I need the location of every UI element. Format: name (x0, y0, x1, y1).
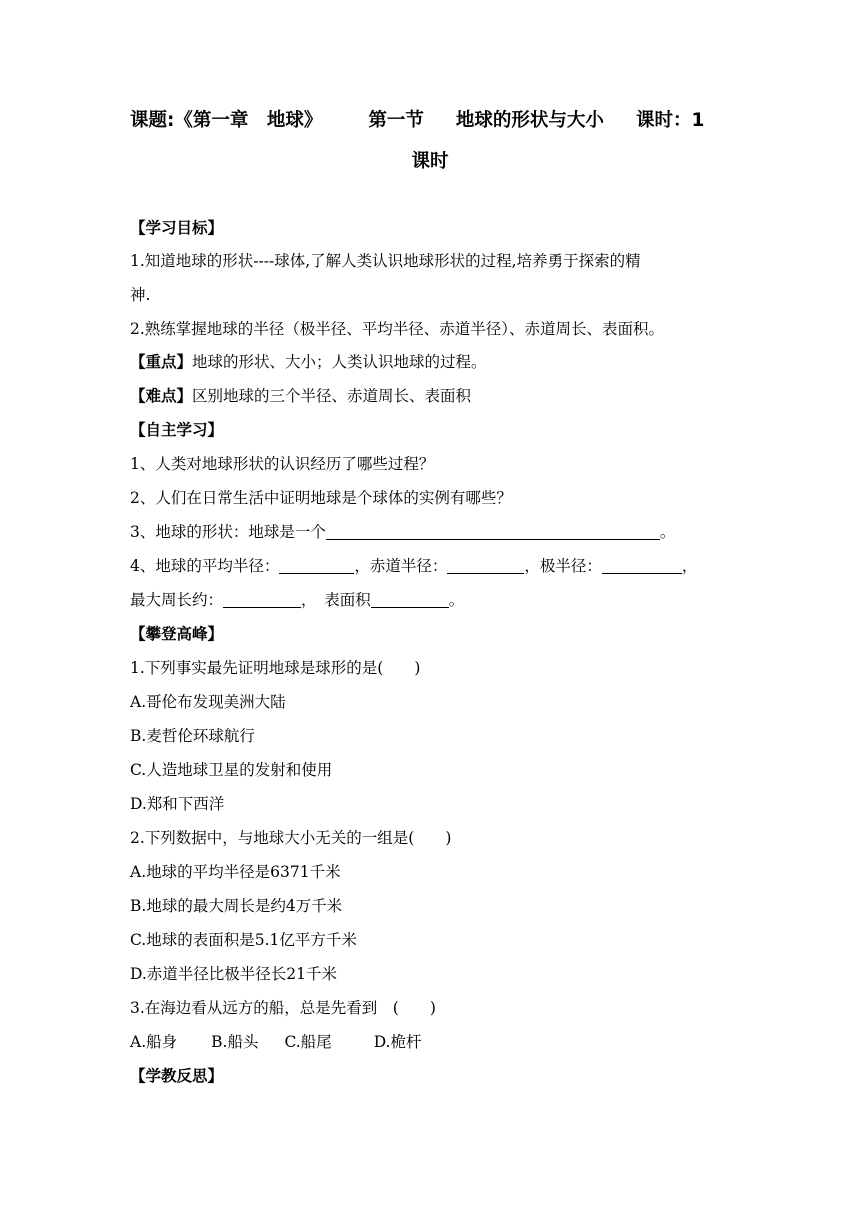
climb-q3-option-d: D.桅杆 (373, 1033, 422, 1051)
key-point (130, 352, 740, 372)
difficulty (130, 386, 740, 406)
key-point-label: 【重点】 (130, 353, 193, 371)
reflection-heading: 【学教反思】 (130, 1067, 224, 1085)
climb-q3-option-a: A.船身 (130, 1033, 178, 1051)
difficulty-label: 【难点】 (130, 387, 193, 405)
climb-q2-option-b: B.地球的最大周长是约4万千米 (130, 897, 343, 915)
self-study-q4-line2: 最大周长约： ， 表面积 。 (130, 591, 465, 609)
climb-q3-options (130, 1032, 740, 1052)
title-chapter: 课题:《第一章 地球》 (130, 110, 323, 131)
self-study-q2: 2、人们在日常生活中证明地球是个球体的实例有哪些？ (130, 489, 512, 507)
objective-1-line2: 神. (130, 286, 151, 304)
objective-2: 2.熟练掌握地球的半径（极半径、平均半径、赤道半径）、赤道周长、表面积。 (130, 320, 665, 338)
climb-q3-option-b: B.船头 (211, 1033, 259, 1051)
answer-blank[interactable] (223, 591, 301, 608)
title-period: 课时：1 (635, 110, 705, 131)
climb-heading: 【攀登高峰】 (130, 625, 224, 643)
key-point-text: 地球的形状、大小；人类认识地球的过程。 (192, 353, 487, 371)
difficulty-text: 区别地球的三个半径、赤道周长、表面积 (192, 387, 472, 405)
self-study-q4-line1: 4、地球的平均半径： ，赤道半径： ，极半径： ， (130, 557, 698, 575)
self-study-q3: 3、地球的形状：地球是一个 。 (130, 523, 676, 541)
answer-blank[interactable] (326, 523, 660, 540)
self-study-heading: 【自主学习】 (130, 421, 224, 439)
answer-blank[interactable] (602, 557, 682, 574)
climb-q1-option-a: A.哥伦布发现美洲大陆 (130, 693, 286, 711)
climb-q1-option-b: B.麦哲伦环球航行 (130, 727, 255, 745)
objectives-heading: 【学习目标】 (130, 219, 224, 237)
climb-q2-option-c: C.地球的表面积是5.1亿平方千米 (130, 931, 357, 949)
lesson-title (130, 106, 730, 132)
title-section: 第一节 (368, 110, 424, 131)
lesson-title-cont: 课时 (411, 151, 449, 172)
climb-q2: 2.下列数据中，与地球大小无关的一组是( ) (130, 829, 452, 847)
answer-blank[interactable] (371, 591, 449, 608)
climb-q2-option-a: A.地球的平均半径是6371千米 (130, 863, 341, 881)
answer-blank[interactable] (279, 557, 354, 574)
title-topic: 地球的形状与大小 (455, 110, 604, 131)
answer-blank[interactable] (447, 557, 524, 574)
climb-q3-option-c: C.船尾 (284, 1033, 332, 1051)
climb-q1: 1.下列事实最先证明地球是球形的是( ) (130, 659, 421, 677)
self-study-q1: 1、人类对地球形状的认识经历了哪些过程？ (130, 455, 435, 473)
climb-q1-option-c: C.人造地球卫星的发射和使用 (130, 761, 333, 779)
climb-q2-option-d: D.赤道半径比极半径长21千米 (130, 965, 338, 983)
climb-q1-option-d: D.郑和下西洋 (130, 795, 225, 813)
objective-1-line1: 1.知道地球的形状----球体,了解人类认识地球形状的过程,培养勇于探索的精 (130, 252, 641, 270)
climb-q3: 3.在海边看从远方的船，总是先看到 ( ) (130, 999, 436, 1017)
